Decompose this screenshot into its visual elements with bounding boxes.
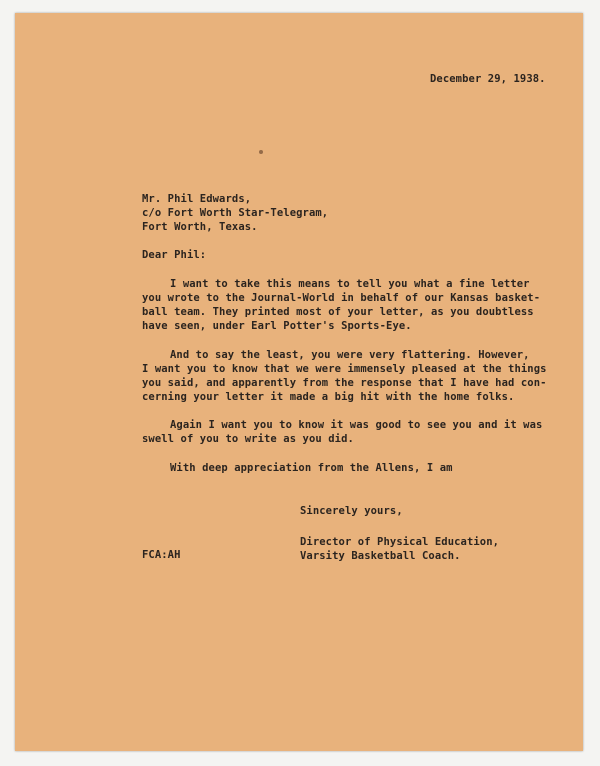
body-line: you said, and apparently from the response that I have had con- — [142, 377, 547, 389]
signature-title: Varsity Basketball Coach. — [300, 550, 461, 562]
body-line: I want you to know that we were immensely pleased at the things — [142, 363, 547, 375]
letter-date: December 29, 1938. — [430, 73, 546, 85]
recipient-name: Mr. Phil Edwards, — [142, 193, 252, 205]
body-line: And to say the least, you were very flattering. However, — [170, 349, 530, 361]
salutation: Dear Phil: — [142, 249, 207, 261]
recipient-care-of: c/o Fort Worth Star-Telegram, — [142, 207, 329, 219]
recipient-city: Fort Worth, Texas. — [142, 221, 258, 233]
body-line: you wrote to the Journal-World in behalf of our Kansas basket- — [142, 292, 541, 304]
body-line: ball team. They printed most of your letter, as you doubtless — [142, 306, 534, 318]
body-line: cerning your letter it made a big hit with the home folks. — [142, 391, 515, 403]
ink-spot — [259, 150, 263, 154]
signature-title: Director of Physical Education, — [300, 536, 500, 548]
letter-page — [15, 13, 583, 751]
typist-initials: FCA:AH — [142, 549, 181, 561]
body-line: have seen, under Earl Potter's Sports-Eye. — [142, 320, 412, 332]
body-line: With deep appreciation from the Allens, I am — [170, 462, 453, 474]
body-line: Again I want you to know it was good to see you and it was — [170, 419, 543, 431]
closing: Sincerely yours, — [300, 505, 403, 517]
body-line: swell of you to write as you did. — [142, 433, 354, 445]
body-line: I want to take this means to tell you what a fine letter — [170, 278, 530, 290]
